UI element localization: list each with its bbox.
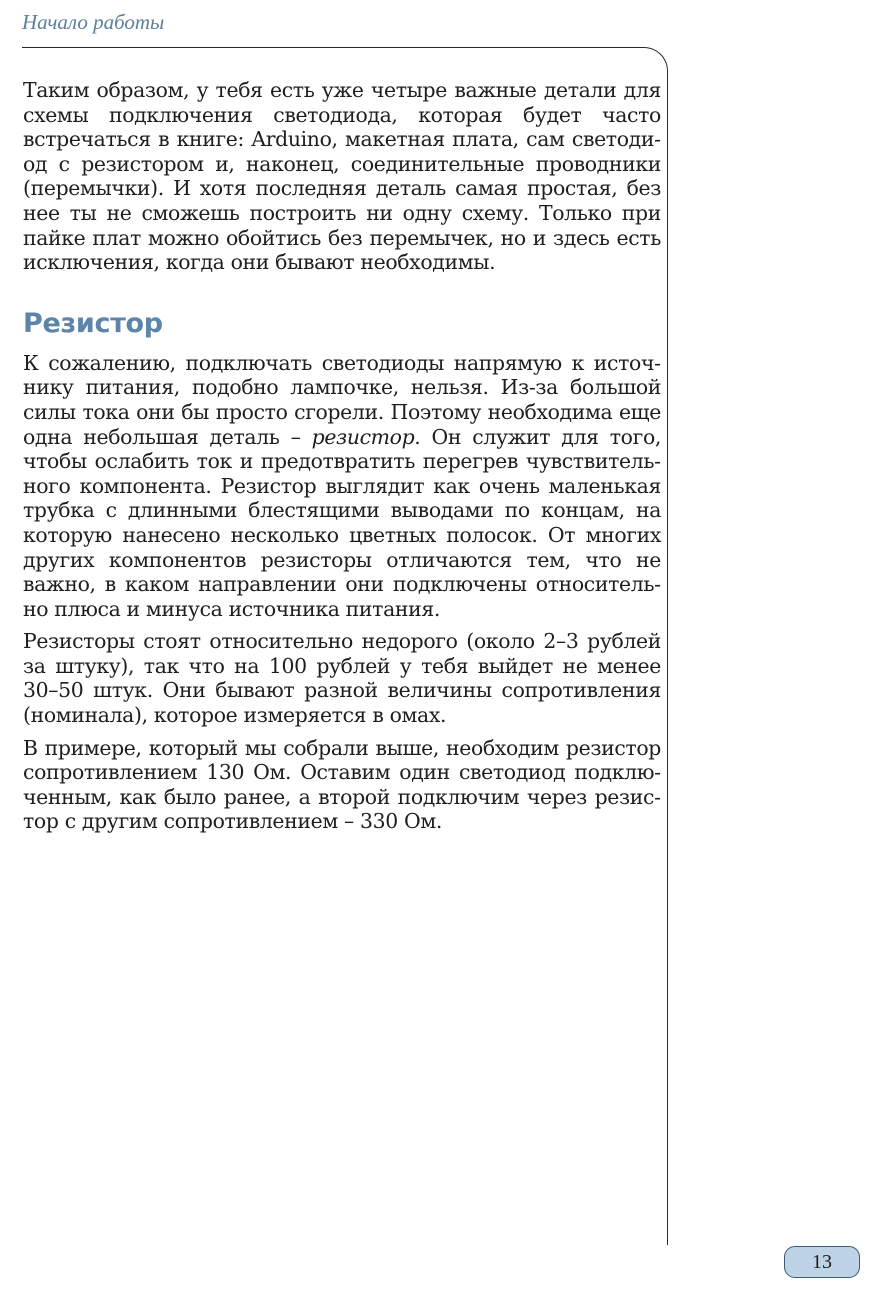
page-number-badge: 13	[784, 1246, 860, 1278]
running-head: Начало работы	[22, 10, 165, 34]
resistor-paragraph-1	[23, 351, 661, 622]
resistor-term-emphasis: резистор	[311, 424, 415, 449]
page-body	[23, 78, 661, 842]
resistor-paragraph-1-start: К сожалению, подключать светодиоды напрямую к источнику питания, подобно лампочке, нельзя. Из-за большой силы тока они бы просто сгорели. Поэтому необходима еще одна небольшая деталь –	[23, 350, 661, 449]
section-heading-resistor: Резистор	[23, 307, 163, 339]
resistor-paragraph-1-end: . Он служит для того, чтобы ослабить ток и предотвратить перегрев чувствительного компонента. Резистор выглядит как очень маленькая трубка с длинными блестящими выводами по концам, на которую нанесено несколько цветных полосок. От многих других компонентов резисторы отличаются тем, что не важно, в каком направлении они подключены относительно плюса и минуса источника питания.	[23, 424, 661, 621]
intro-paragraph: Таким образом, у тебя есть уже четыре важные детали для схемы подключения светодиода, которая будет часто встречаться в книге: Arduino, макетная плата, сам светодиод с резистором и, наконец, соединительные проводники (перемычки). И хотя последняя деталь самая простая, без нее ты не сможешь построить ни одну схему. Только при пайке плат можно обойтись без перемычек, но и здесь есть исключения, когда они бывают необходимы.	[23, 78, 661, 275]
resistor-paragraph-2: Резисторы стоят относительно недорого (около 2–3 рублей за штуку), так что на 100 рублей у тебя выйдет не менее 30–50 штук. Они бывают разной величины сопротивления (номинала), которое измеряется в омах.	[23, 629, 661, 728]
resistor-paragraph-3: В примере, который мы собрали выше, необходим резистор сопротивлением 130 Ом. Оставим один светодиод подключенным, как было ранее, а второй подключим через резистор с другим сопротивлением – 330 Ом.	[23, 735, 661, 834]
